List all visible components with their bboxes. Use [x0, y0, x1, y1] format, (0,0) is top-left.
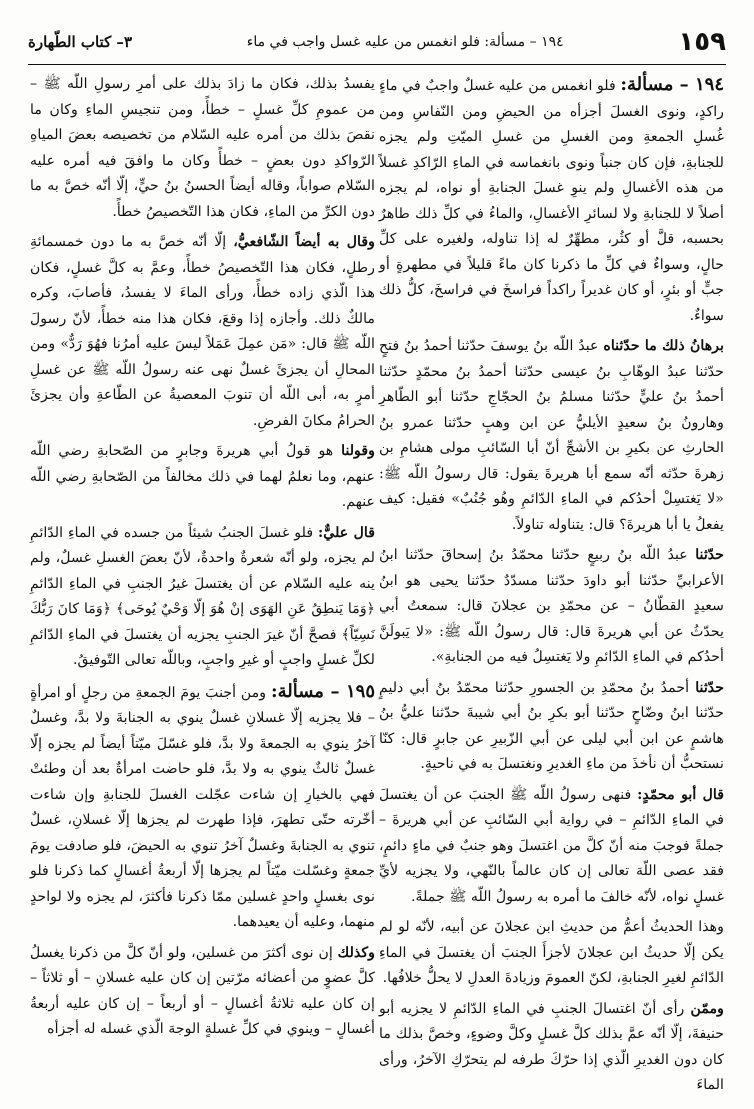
- paragraph-text: فلو انغمس من عليه غسلٌ واجبٌ في ماءٍ راكدٍ، ونوى الغسلَ أجزأه من الحيضِ ومن النّفاسِ ومن غُسلِ الجمعةِ ومن الغسلِ من غسلِ الميّتِ ولم يجزه للجنابةِ، فإن كان جنباً ونوى بانغماسه في الماءِ الرّاكدِ غسلاً من هذه الأغسالِ ولم ينوِ غسلَ الجنابةِ أو نواه، لم يجزه أصلاً لا للجنابةِ ولا لسائرِ الأغسالِ، والماءُ في كلِّ ذلك طاهرٌ بحسبه، قلَّ أو كثُر، مطهِّرٌ له إذا تناوله، ولغيره على كلِّ حالٍ، وسواءٌ في كلِّ ما ذكرنا كان ماءً قليلاً في مطهرةٍ أو جبٍّ أو بئرٍ، أو كان غديراً راكداً فراسخَ في فراسخَ، كلُّ ذلك سواءٌ.: [379, 78, 724, 324]
- paragraph-text: فلو غسلَ الجنبُ شيئاً من جسده في الماءِ الدّائمِ لم يجزه، ولو أنّه شعرةٌ واحدةٌ، لأنّ بعضَ الغسلِ غسلٌ، ولم ينه عليه السّلام عن أن يغتسلَ غيرُ الجنبِ في الماءِ الدّائمِ ﴿وَمَا يَنطِقُ عَنِ الهَوَى إنْ هُوَ إلّا وَحْيٌ يُوحَى﴾ ﴿وَمَا كانَ رَبُّكَ نَسِيّاً﴾ فصحَّ أنّ غيرَ الجنبِ يجزيه أن يغتسلَ في الماءِ الدّائمِ لكلِّ غسلٍ واجبٍ أو غيرِ واجبٍ، وباللّه تعالى التّوفيقُ.: [30, 524, 375, 668]
- paragraph-lead: وقال به أيضاً الشّافعيُّ،: [233, 234, 375, 250]
- paragraph: [30, 72, 375, 225]
- book-title: ٣– كتاب الطّهارة: [28, 33, 132, 51]
- paragraph-lead: قال أبو محمّدٍ:: [637, 786, 724, 803]
- paragraph-text: هو قولُ أبي هريرةَ وجابرٍ من الصّحابةِ رضي اللّه عنهم، وما نعلمُ لهما في ذلك مخالفاً من الصّحابةِ رضي اللّه عنهم.: [30, 443, 375, 510]
- paragraph: [30, 679, 375, 936]
- paragraph-lead: حدّثنا: [695, 547, 724, 563]
- paragraph-text: إلّا أنّه خصَّ به ما دون خمسمائةِ رطلٍ، فكان هذا التّخصيصُ خطأً، وعمَّ به كلَّ غسلٍ، فكان هذا الّذي زاده خطأً، ورأى الماءَ لا يفسدُ، فأصابَ، وكره مالكٌ ذلك. وأجازه إذا وقعَ، فكان هذا منه خطأً، لأنّ رسولَ اللّه ﷺ قال: «مَن عمِلَ عَمَلاً ليسَ عليه أمرُنا فهُوَ رَدٌّ» ومن المحالِ أن يجزئَ غسلٌ نهى عنه رسولُ اللّه ﷺ عن غسلِ أمرٍ به، أبى اللّه أن تنوبَ المعصيةُ عن الطّاعةِ وأن يجزئَ الحرامُ مكانَ الفرضِ.: [30, 234, 375, 429]
- paragraph-lead: وممّن: [690, 1000, 724, 1017]
- paragraph-text: عبدُ اللّه بنُ يوسفَ حدّثنا أحمدُ بنُ فتحٍ حدّثنا عبدُ الوهّابِ بنُ عيسى حدّثنا أحمدُ بنُ محمّدٍ حدّثنا أحمدُ بنُ عليٍّ حدّثنا مسلمُ بنُ الحجّاجِ حدّثنا أبو الطّاهرِ وهارونُ بنُ سعيدٍ الأيليُّ عن ابن وهبٍ حدّثنا عمرو بنُ الحارثِ عن بكيرِ بن الأشجِّ أنّ أبا السّائبِ مولى هشامِ بن زهرةَ حدّثه أنّه سمع أبا هريرةَ يقول: قال رسولُ اللّه ﷺ: «لا يَغتسِلْ أحدُكم في الماءِ الدّائمِ وهُو جُنُبٌ» فقيل: كيف يفعلُ يا أبا هريرةَ؟ قال: يتناوله تناولاً.: [379, 338, 724, 533]
- paragraph-lead: وقولنا: [341, 443, 376, 459]
- paragraph: [30, 941, 375, 1043]
- right-column: [379, 72, 725, 1093]
- paragraph-text: عبدُ اللّه بنُ ربيعٍ حدّثنا محمّدُ بنُ إسحاقَ حدّثنا ابنُ الأعرابيِّ حدّثنا أبو داودَ حدّثنا مسدّدٌ حدّثنا يحيى هو ابنُ سعيدٍ القطّانُ – عن محمّدِ بن عجلانَ قال: سمعتُ أبي يحدّثُ عن أبي هريرةَ قال: قال رسولُ اللّه ﷺ: «لا يَبولَنَّ أحدُكم في الماءِ الدّائمِ ولا يَغتسِلُ فيه من الجنابةِ».: [379, 547, 724, 665]
- paragraph-text: فنهى رسولُ اللّه ﷺ الجنبَ عن أن يغتسلَ في الماءِ الدّائمِ – في رواية أبي السّائبِ عن أبي هريرةَ – جملةً فوجبَ منه أنّ كلَّ من اغتسلَ وهو جنبٌ في ماءٍ دائمٍ، فقد عصى اللّهَ تعالى إن كان عالماً بالنّهي، ولا يجزيه لأيِّ غسلٍ نواه، لأنّه خالفَ ما أمره به رسولُ اللّه ﷺ جملةً.: [379, 786, 724, 905]
- paragraph-lead: وكذلك: [337, 944, 376, 961]
- paragraph: [379, 997, 724, 1099]
- paragraph-lead: قال عليٌّ:: [318, 524, 376, 541]
- paragraph-text: أحمدُ بنُ محمّدِ بن الجسورِ حدّثنا محمّدُ بنُ أبي دليمٍ حدّثنا ابنُ وضّاحٍ حدّثنا أبو بكرِ بنُ أبي شيبةَ حدّثنا عليُّ بنُ هاشمٍ عن ابن أبي ليلى عن أبي الزّبيرِ عن جابرٍ قال: كنّا نستحبُّ أن نأخذَ من ماءِ الغديرِ ونغتسلَ به في ناحيةٍ.: [379, 679, 724, 772]
- paragraph: [379, 72, 724, 329]
- page-number: ١٥٩: [678, 27, 726, 57]
- running-title: ١٩٤ – مسألة: فلو انغمس من عليه غسل واجب في ماء: [246, 34, 564, 50]
- page-header: [28, 22, 726, 62]
- issue-heading: ١٩٤ – مسألة:: [620, 74, 725, 95]
- paragraph-lead: حدّثنا: [695, 679, 724, 696]
- header-rule: [28, 64, 726, 65]
- paragraph: [379, 783, 724, 911]
- paragraph: [379, 334, 724, 538]
- paragraph: [30, 521, 375, 674]
- paragraph: [379, 543, 724, 671]
- paragraph: [30, 439, 375, 516]
- paragraph-lead: برهانُ ذلك ما حدّثناه: [603, 338, 724, 354]
- issue-heading: ١٩٥ – مسألة:: [270, 680, 376, 702]
- paragraph: [30, 230, 375, 434]
- paragraph-text: يفسدُ بذلك، فكان ما زادَ بذلك على أمرِ رسولِ اللّه ﷺ – من عمومِ كلِّ غسلٍ – خطأً، ومن تنجيسِ الماءِ وكان ما نقصَ بذلك من أمره عليه السّلام من تخصيصه بعضَ المياهِ الرّواكدِ دون بعضٍ – خطأً وكان ما وافقَ فيه أمره عليه السّلام صواباً، وقاله أيضاً الحسنُ بنُ حيٍّ، إلّا أنّه خصَّ به ما دون الكرِّ من الماءِ، فكان هذا التّخصيصُ خطأً.: [30, 76, 375, 220]
- paragraph: [379, 676, 724, 778]
- paragraph-text: ومن أجنبَ يومَ الجمعةِ من رجلٍ أو امرأةٍ – فلا يجزيه إلّا غسلانِ غسلٌ ينوي به الجنابةَ ولا بدَّ، وغسلٌ آخرُ ينوي به الجمعةَ ولا بدَّ، فلو غسّلَ ميّتاً أيضاً لم يجزه إلّا غسلٌ ثالثٌ ينوي به ولا بدَّ، فلو حاضت امرأةٌ بعد أن وطئتْ فهي بالخيارِ إن شاءت عجّلت الغسلَ للجنابةِ وإن شاءت أخّرته حتّى تطهرَ، فإذا طهرت لم يجزها إلّا غسلانِ، غسلٌ تنوي به الجنابةَ وغسلٌ آخرُ تنوي به الحيضَ، فلو صادفت يومَ جمعةٍ وغسّلت ميّتاً لم يجزها إلّا أربعةُ أغسالٍ كما ذكرنا فلو نوى بغسلٍ واحدٍ غسلين ممّا ذكرنا فأكثرَ، لم يجزه ولا لواحدٍ منهما، وعليه أن يعيدهما.: [30, 684, 375, 930]
- left-column: [30, 72, 375, 1082]
- paragraph-text: إن نوى أكثرَ من غسلين، ولو أنّ كلَّ من ذكرنا يغسلُ كلَّ عضوٍ من أعضائه مرّتين إن كان عليه غسلانِ – أو ثلاثاً – إن كان عليه ثلاثةُ أغسالٍ – أو أربعاً – إن كان عليه أربعةُ أغسالٍ – وينوي في كلِّ غسلةٍ الوجهَ الّذي غسله له أجزأه: [30, 944, 375, 1037]
- paragraph-text: وهذا الحديثُ أعمُّ من حديثِ ابن عجلانَ عن أبيه، لأنّه لو لم يكن إلّا حديثُ ابن عجلانَ لأجزأَ الجنبَ أن يغتسلَ في الماءِ الدّائمِ لغيرِ الجنابةِ، لكنّ العمومَ وزيادةَ العدلِ لا يحلُّ خلافُها.: [379, 919, 724, 986]
- paragraph: [379, 915, 724, 992]
- paragraph-text: رأى أنّ اغتسالَ الجنبِ في الماءِ الدّائمِ لا يجزيه أبو حنيفةَ، إلّا أنّه عمَّ بذلك كلَّ غسلٍ وكلَّ وضوءٍ، وخصَّ بذلك ما كان دون الغديرِ الّذي إذا حرّكَ طرفه لم يتحرّكِ الآخرُ، ورأى الماءَ: [379, 1000, 724, 1093]
